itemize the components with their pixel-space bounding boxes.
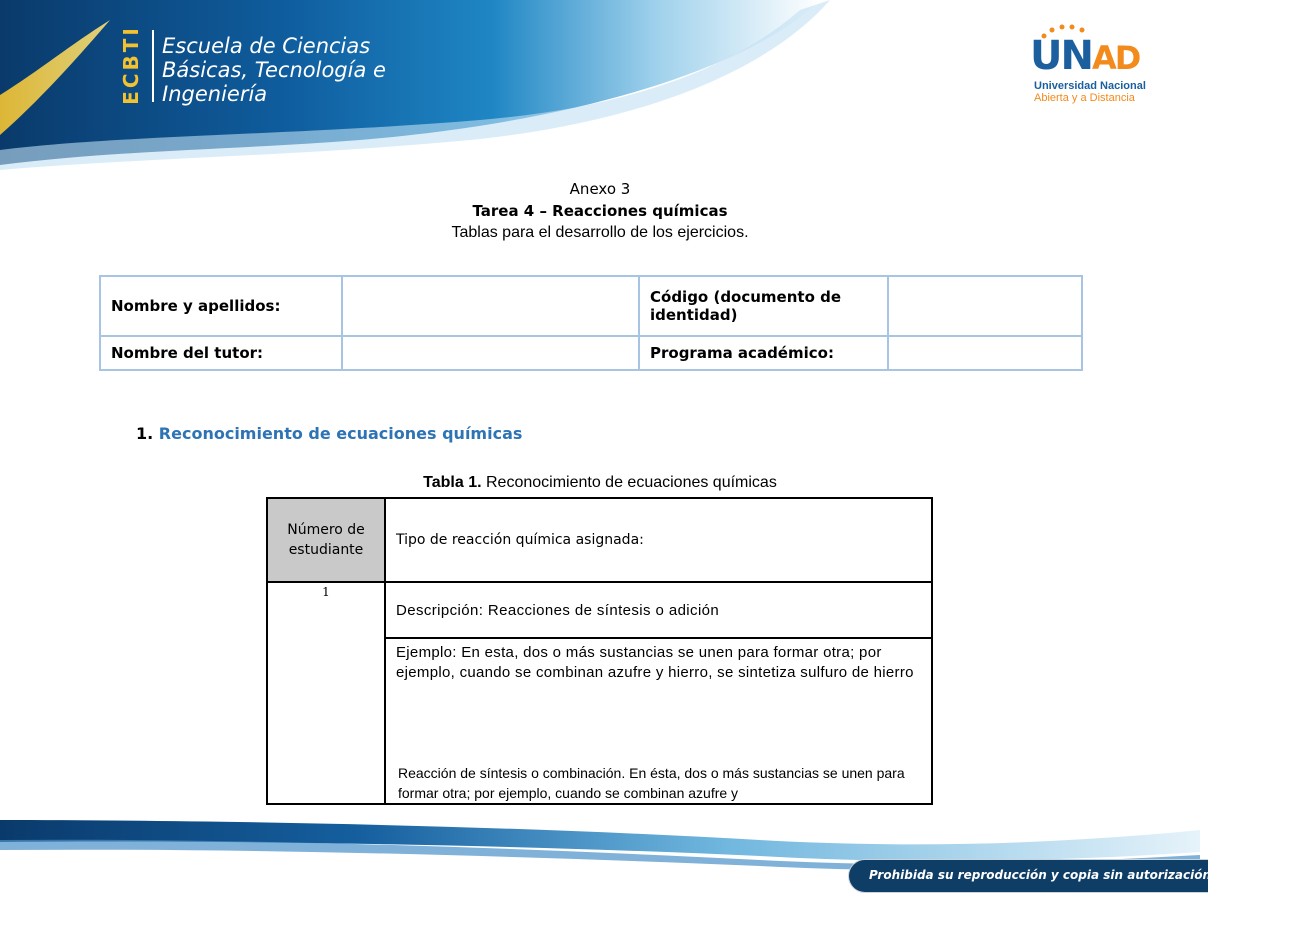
section-number: 1. — [136, 424, 154, 443]
school-name-line: Escuela de Ciencias — [162, 34, 371, 58]
code-label: Código (documento de identidad) — [639, 276, 888, 336]
document-titles — [0, 178, 1200, 244]
table-row — [267, 582, 932, 638]
reactions-table — [266, 497, 933, 805]
page-header-banner — [0, 0, 1200, 170]
unad-wordmark: UNAD — [1030, 33, 1140, 79]
description-cell[interactable]: Descripción: Reacciones de síntesis o adición — [385, 582, 932, 638]
name-field[interactable] — [342, 276, 639, 336]
section-heading — [136, 424, 522, 443]
reaction-type-header: Tipo de reacción química asignada: — [385, 498, 932, 582]
program-label: Programa académico: — [639, 336, 888, 370]
school-name — [162, 34, 386, 106]
logo-divider — [152, 30, 154, 102]
student-number-header: Número de estudiante — [267, 498, 385, 582]
table-caption-text: Reconocimiento de ecuaciones químicas — [486, 474, 777, 491]
school-name-line: Ingeniería — [162, 82, 268, 106]
table-caption — [0, 474, 1200, 492]
ecbti-vertical-logo: ECBTI — [119, 25, 144, 105]
tutor-field[interactable] — [342, 336, 639, 370]
example-extra-text: Reacción de síntesis o combinación. En ésta, dos o más sustancias se unen para formar otra; por ejemplo, cuando se combinan azufre y — [398, 765, 905, 801]
unad-logo — [1030, 22, 1160, 122]
table-caption-label: Tabla 1. — [423, 474, 482, 491]
example-text: Ejemplo: En esta, dos o más sustancias se unen para formar otra; por ejemplo, cuando se combinan azufre y hierro, se sintetiza sulfuro de hierro — [396, 644, 914, 681]
code-field[interactable] — [888, 276, 1082, 336]
copyright-notice: Prohibida su reproducción y copia sin autorización de la UNAD — [848, 859, 1208, 893]
table-row — [100, 336, 1082, 370]
program-field[interactable] — [888, 336, 1082, 370]
document-subtitle: Tablas para el desarrollo de los ejercicios. — [451, 224, 749, 241]
student-number-cell: 1 — [267, 582, 385, 804]
table-header-row — [267, 498, 932, 582]
annex-label: Anexo 3 — [569, 180, 631, 198]
section-title: Reconocimiento de ecuaciones químicas — [158, 424, 523, 443]
table-row — [100, 276, 1082, 336]
document-title: Tarea 4 – Reacciones químicas — [472, 202, 728, 220]
example-cell[interactable] — [385, 638, 932, 804]
student-info-table — [99, 275, 1083, 371]
school-name-line: Básicas, Tecnología e — [162, 58, 386, 82]
tutor-label: Nombre del tutor: — [100, 336, 342, 370]
name-label: Nombre y apellidos: — [100, 276, 342, 336]
unad-subtitle: Universidad Nacional Abierta y a Distancia — [1034, 80, 1146, 104]
